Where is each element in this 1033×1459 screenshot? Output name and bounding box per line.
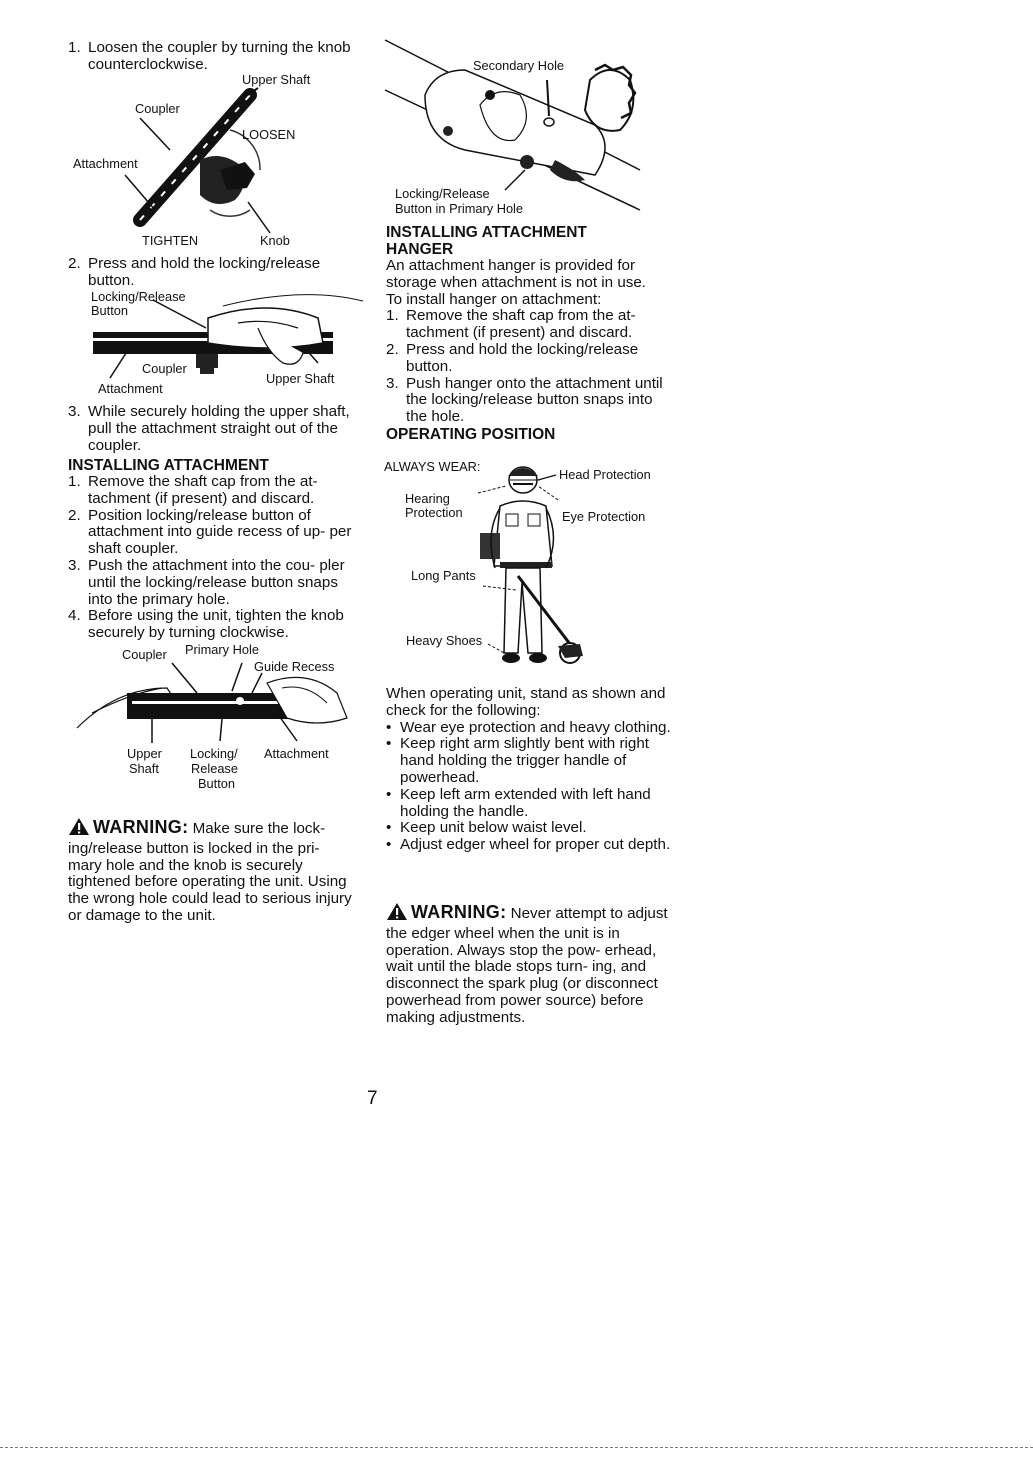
hanger-section: INSTALLING ATTACHMENT HANGER An attachment hanger is provided for storage when attachment is not in use. To install hanger on attachment: 1. Remove the shaft cap from the at- tachment (if present) and discard. 2. Press and hold the locking/release button. 3. Push hanger onto the attachment until the locking/release button snaps into the hole. OPERATING POSITION bbox=[386, 224, 671, 443]
heading-installing-attachment-hanger-2: HANGER bbox=[386, 241, 454, 258]
step-2: 2. Press and hold the locking/release button. bbox=[68, 255, 321, 289]
label-long-pants: Long Pants bbox=[411, 568, 476, 583]
hanger-step-3: Push hanger onto the attachment until the locking/release button snaps into the hole. bbox=[406, 374, 663, 426]
page-number: 7 bbox=[367, 1088, 378, 1109]
heading-operating-position: OPERATING POSITION bbox=[386, 425, 556, 443]
operating-intro: When operating unit, stand as shown and check for the following: bbox=[386, 685, 666, 719]
label-upper-shaft-2: Upper Shaft bbox=[266, 371, 335, 386]
label-heavy-shoes: Heavy Shoes bbox=[406, 633, 483, 648]
label-guide-recess: Guide Recess bbox=[254, 659, 335, 674]
step-3: 3. While securely holding the upper shaft, pull the attachment straight out of the coupler. bbox=[68, 403, 350, 454]
bottom-divider bbox=[0, 1447, 1033, 1448]
hanger-step-2: Press and hold the locking/release button. bbox=[406, 340, 639, 375]
figure-secondary-hole bbox=[385, 40, 650, 220]
install-step-2: Position locking/release button of attachment into guide recess of up- per shaft coupler. bbox=[88, 506, 352, 558]
install-step-3: Push the attachment into the cou- pler until the locking/release button snaps into the primary hole. bbox=[88, 556, 345, 608]
step-2-text: Press and hold the locking/release button. bbox=[88, 255, 321, 289]
installing-attachment-section: INSTALLING ATTACHMENT 1. Remove the shaft cap from the at- tachment (if present) and discard. 2. Position locking/release button of attachment into guide recess of up- per shaft coupler. 3. Push the attachment into the cou- pler until the locking/release button snaps into the primary hole. 4. Before using the unit, tighten the knob securely by turning clockwise. bbox=[68, 457, 352, 642]
label-upper: Upper bbox=[127, 746, 162, 761]
install-step-1: Remove the shaft cap from the at- tachment (if present) and discard. bbox=[88, 473, 318, 507]
label-locking: Locking/ bbox=[190, 746, 238, 761]
heading-installing-attachment-hanger-1: INSTALLING ATTACHMENT bbox=[386, 224, 587, 241]
bullet-3: Keep left arm extended with left hand holding the handle. bbox=[400, 785, 651, 820]
warning-text-right: Never attempt to adjust the edger wheel when the unit is in operation. Always stop the pow- erhead, wait until the blade stops turn- ing, and disconnect the spark plug (or disconnect powerhead from power source) before making adjustments. bbox=[386, 905, 668, 1026]
bullet-4: Keep unit below waist level. bbox=[400, 819, 587, 837]
heading-installing-attachment: INSTALLING ATTACHMENT bbox=[68, 457, 269, 474]
figure-operating-position bbox=[384, 458, 668, 678]
warning-triangle-icon bbox=[386, 902, 408, 926]
label-attachment: Attachment bbox=[73, 156, 138, 171]
label-button: Button bbox=[91, 303, 128, 318]
install-step-4: Before using the unit, tighten the knob securely by turning clockwise. bbox=[88, 607, 344, 642]
warning-text: Make sure the lock- ing/release button is locked in the pri- mary hole and the knob is securely tightened before operating the unit. Using the wrong hole could lead to serious injury or damage to the unit. bbox=[68, 820, 352, 924]
label-hearing: Hearing bbox=[405, 491, 450, 506]
label-coupler-3: Coupler bbox=[122, 647, 167, 662]
label-button-3: Button bbox=[198, 776, 235, 791]
label-loosen: LOOSEN bbox=[242, 127, 296, 142]
figure-loosen-coupler bbox=[70, 70, 360, 250]
label-head-protection: Head Protection bbox=[559, 467, 651, 482]
label-release: Release bbox=[191, 761, 238, 776]
step-1: 1. Loosen the coupler by turning the knob counterclockwise. bbox=[68, 39, 351, 73]
step-3-text: While securely holding the upper shaft, pull the attachment straight out of the coupler. bbox=[88, 403, 350, 454]
label-shaft: Shaft bbox=[129, 761, 159, 776]
label-knob: Knob bbox=[260, 233, 290, 248]
label-coupler-2: Coupler bbox=[142, 361, 187, 376]
label-button-primary-hole: Button in Primary Hole bbox=[395, 201, 524, 216]
hanger-step-1: Remove the shaft cap from the at- tachment (if present) and discard. bbox=[406, 307, 636, 342]
label-upper-shaft: Upper Shaft bbox=[242, 72, 311, 87]
hanger-lead: To install hanger on attachment: bbox=[386, 290, 602, 308]
step-1-text: Loosen the coupler by turning the knob counterclockwise. bbox=[88, 39, 351, 73]
bullet-2: Keep right arm slightly bent with right hand holding the trigger handle of powerhead. bbox=[400, 735, 650, 786]
label-locking-release-4: Locking/Release bbox=[395, 186, 490, 201]
warning-title-right: WARNING: bbox=[411, 902, 507, 922]
label-primary-hole: Primary Hole bbox=[185, 642, 259, 657]
label-secondary-hole: Secondary Hole bbox=[473, 58, 565, 73]
label-attachment-3: Attachment bbox=[264, 746, 329, 761]
figure-insert-attachment bbox=[72, 643, 357, 793]
label-eye-protection: Eye Protection bbox=[562, 509, 646, 524]
label-always-wear: ALWAYS WEAR: bbox=[384, 459, 481, 474]
warning-left bbox=[68, 817, 353, 925]
warning-triangle-icon bbox=[68, 817, 90, 841]
bullet-1: Wear eye protection and heavy clothing. bbox=[400, 718, 671, 736]
figure-press-button bbox=[88, 288, 358, 400]
hanger-intro: An attachment hanger is provided for storage when attachment is not in use. bbox=[386, 257, 647, 291]
label-coupler: Coupler bbox=[135, 101, 180, 116]
label-locking-release: Locking/Release bbox=[91, 289, 186, 304]
operating-section: When operating unit, stand as shown and check for the following: • Wear eye protection and heavy clothing. • Keep right arm slightly bent with right hand holding the trigger handle of powerhead. • Keep left arm extended with left hand holding the handle. • Keep unit below waist level. • Adjust edger wheel for proper cut depth. bbox=[386, 685, 671, 854]
bullet-5: Adjust edger wheel for proper cut depth. bbox=[400, 836, 671, 854]
warning-right bbox=[386, 902, 671, 1027]
label-tighten: TIGHTEN bbox=[142, 233, 199, 248]
warning-title: WARNING: bbox=[93, 817, 189, 837]
label-protection: Protection bbox=[405, 505, 463, 520]
label-attachment-2: Attachment bbox=[98, 381, 163, 396]
